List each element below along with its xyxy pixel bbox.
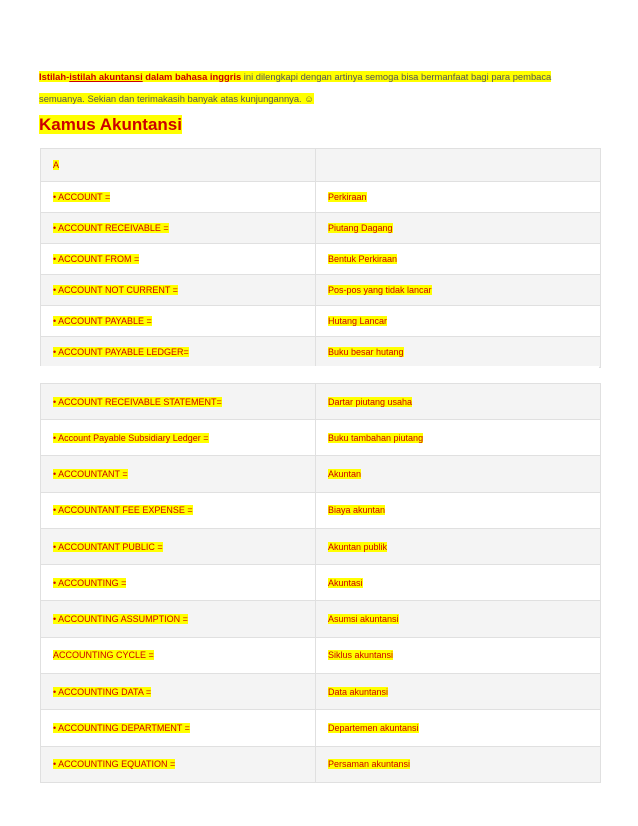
intro-line1-rest: ini dilengkapi dengan artinya semoga bisa bermanfaat bagi para pembaca [241, 71, 552, 82]
term-cell: • ACCOUNTING = [41, 565, 316, 601]
intro-link-istilah-akuntansi[interactable]: istilah akuntansi [69, 71, 143, 82]
table-row [41, 601, 601, 637]
meaning-cell: Buku tambahan piutang [316, 420, 601, 456]
table-row [41, 306, 601, 337]
page-title: Kamus Akuntansi [39, 115, 182, 134]
term-cell: • ACCOUNT FROM = [41, 244, 316, 275]
term-cell: • ACCOUNTING DEPARTMENT = [41, 710, 316, 746]
intro-term-suffix: dalam bahasa inggris [142, 71, 242, 82]
term-cell: • ACCOUNT NOT CURRENT = [41, 275, 316, 306]
meaning-cell: Siklus akuntansi [316, 637, 601, 673]
table-row [41, 420, 601, 456]
intro-line2: semuanya. Sekian dan terimakasih banyak atas kunjungannya. [39, 93, 305, 104]
meaning-cell: Hutang Lancar [316, 306, 601, 337]
meaning-cell: Perkiraan [316, 182, 601, 213]
page-break-gap [40, 366, 599, 382]
table-row [41, 384, 601, 420]
table-row [41, 746, 601, 782]
term-cell: • ACCOUNT PAYABLE = [41, 306, 316, 337]
table-row [41, 275, 601, 306]
meaning-cell: Biaya akuntan [316, 492, 601, 528]
term-cell: • ACCOUNT RECEIVABLE = [41, 213, 316, 244]
term-cell: • ACCOUNTANT = [41, 456, 316, 492]
table-row [41, 244, 601, 275]
term-cell: ACCOUNTING CYCLE = [41, 637, 316, 673]
intro-paragraph [39, 66, 609, 110]
term-cell: • ACCOUNT = [41, 182, 316, 213]
table-row [41, 213, 601, 244]
meaning-cell: Bentuk Perkiraan [316, 244, 601, 275]
meaning-cell: Akuntasi [316, 565, 601, 601]
meaning-cell: Persaman akuntansi [316, 746, 601, 782]
meaning-cell: Asumsi akuntansi [316, 601, 601, 637]
table-row [41, 674, 601, 710]
table-row [41, 637, 601, 673]
table-header-letter: A [41, 149, 316, 182]
glossary-table-part-2 [40, 383, 601, 783]
term-cell: • ACCOUNTANT FEE EXPENSE = [41, 492, 316, 528]
term-cell: • ACCOUNTING EQUATION = [41, 746, 316, 782]
term-cell: • Account Payable Subsidiary Ledger = [41, 420, 316, 456]
term-cell: • ACCOUNTING DATA = [41, 674, 316, 710]
table-header-row [41, 149, 601, 182]
smiley-icon: ☺ [304, 93, 314, 104]
table-row [41, 492, 601, 528]
meaning-cell: Dartar piutang usaha [316, 384, 601, 420]
term-cell: • ACCOUNTANT PUBLIC = [41, 528, 316, 564]
term-cell: • ACCOUNT RECEIVABLE STATEMENT= [41, 384, 316, 420]
table-row [41, 182, 601, 213]
meaning-cell: Pos-pos yang tidak lancar [316, 275, 601, 306]
table-row [41, 710, 601, 746]
meaning-cell: Buku besar hutang [316, 337, 601, 368]
term-cell: • ACCOUNT PAYABLE LEDGER= [41, 337, 316, 368]
glossary-table-part-1 [40, 148, 601, 368]
table-row [41, 456, 601, 492]
meaning-cell: Akuntan publik [316, 528, 601, 564]
meaning-cell: Data akuntansi [316, 674, 601, 710]
table-row [41, 528, 601, 564]
table-header-empty [316, 149, 601, 182]
table-row [41, 337, 601, 368]
term-cell: • ACCOUNTING ASSUMPTION = [41, 601, 316, 637]
meaning-cell: Piutang Dagang [316, 213, 601, 244]
meaning-cell: Departemen akuntansi [316, 710, 601, 746]
table-row [41, 565, 601, 601]
meaning-cell: Akuntan [316, 456, 601, 492]
intro-term-prefix: Istilah- [39, 71, 70, 82]
